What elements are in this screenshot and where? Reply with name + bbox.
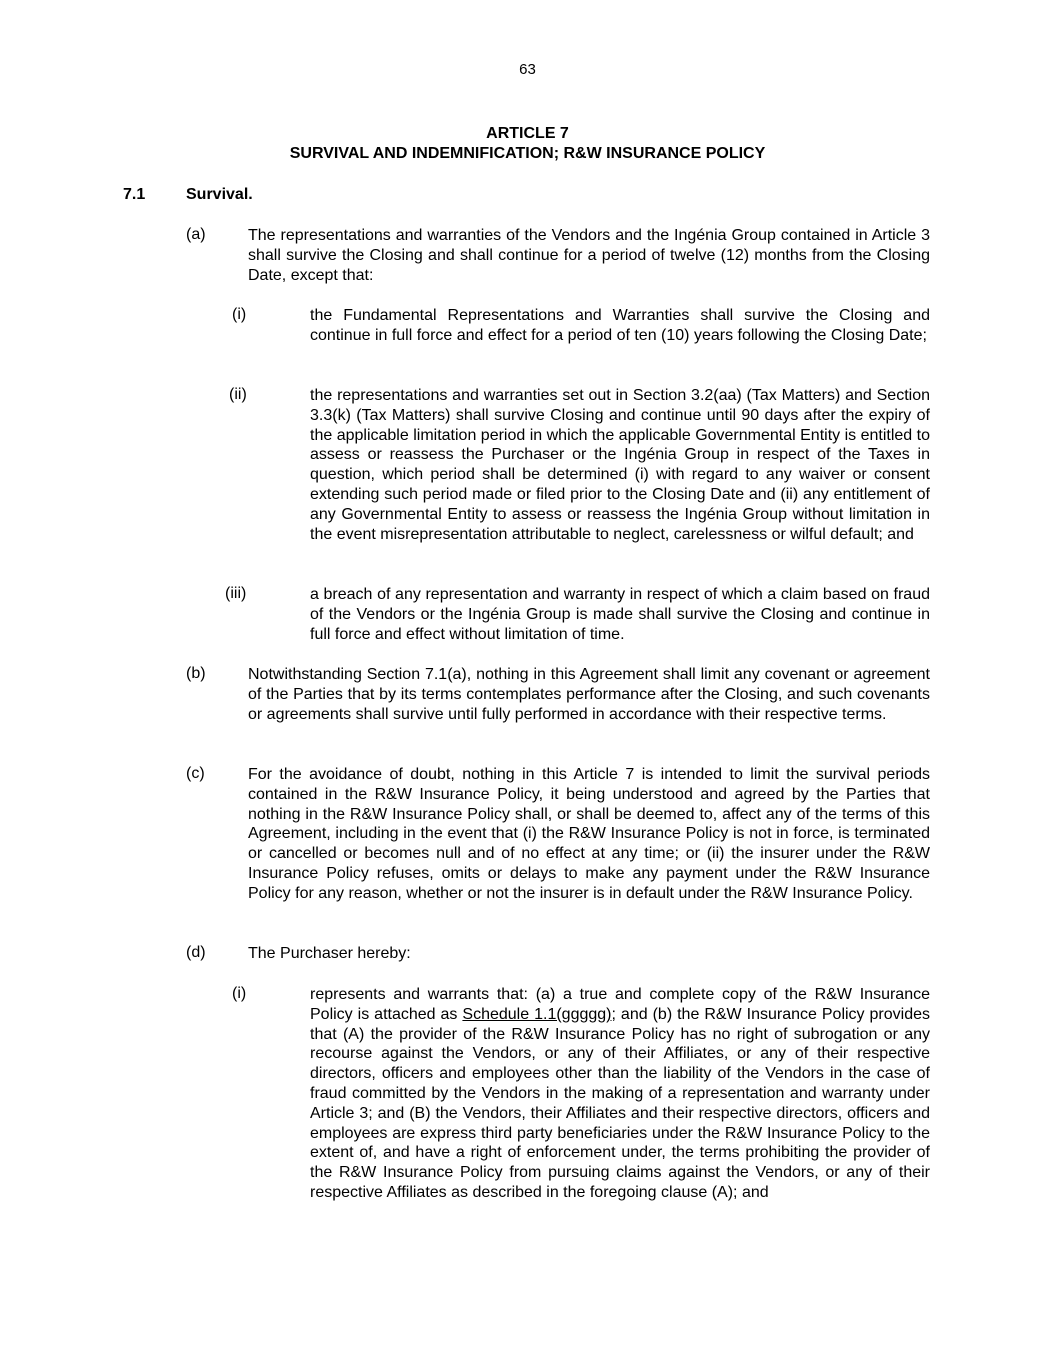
paragraph-d-i-text-before: represents and warrants that: (a) a true and complete copy of the R&W Insurance Policy is attached as: [310, 986, 930, 1023]
paragraph-a-ii-label: (ii): [229, 386, 247, 403]
paragraph-d-text: The Purchaser hereby:: [248, 945, 411, 962]
paragraph-a-ii-text: the representations and warranties set out in Section 3.2(aa) (Tax Matters) and Section 3.3(k) (Tax Matters) shall survive Closing and continue until 90 days after the expiry of the applicable limitation period in which the applicable Governmental Entity is entitled to assess or reassess the Purchaser or the Ingénia Group in respect of the Taxes in question, which period shall be determined (i) with regard to any waiver or consent extending such period made or filed prior to the Closing Date and (ii) any entitlement of any Governmental Entity to assess or reassess the Ingénia Group without limitation in the event misrepresentation attributable to neglect, carelessness or wilful default; and: [310, 387, 930, 543]
paragraph-a-iii-label: (iii): [225, 585, 247, 602]
paragraph-d-i-text: [310, 985, 930, 1203]
schedule-reference-link[interactable]: Schedule 1.1(ggggg): [462, 1005, 612, 1023]
section-title: Survival.: [186, 186, 253, 203]
page-number: 63: [519, 61, 536, 78]
paragraph-a-text: The representations and warranties of the Vendors and the Ingénia Group contained in Article 3 shall survive the Closing and shall continue for a period of twelve (12) months from the Closing Date, except that:: [248, 227, 930, 284]
paragraph-b-text: Notwithstanding Section 7.1(a), nothing in this Agreement shall limit any covenant or agreement of the Parties that by its terms contemplates performance after the Closing, and such covenants or agreements shall survive until fully performed in accordance with their respective terms.: [248, 666, 930, 723]
paragraph-c-label: (c): [186, 765, 205, 782]
paragraph-a-i-text: the Fundamental Representations and Warranties shall survive the Closing and continue in full force and effect for a period of ten (10) years following the Closing Date;: [310, 307, 930, 344]
paragraph-d-label: (d): [186, 944, 206, 961]
article-title: SURVIVAL AND INDEMNIFICATION; R&W INSURANCE POLICY: [289, 145, 766, 162]
paragraph-d-i-label: (i): [232, 985, 247, 1002]
article-number: ARTICLE 7: [486, 125, 569, 142]
paragraph-b-label: (b): [186, 665, 206, 682]
paragraph-d-i-text-after: ; and (b) the R&W Insurance Policy provides that (A) the provider of the R&W Insurance Policy has no right of subrogation or any recourse against the Vendors, or any of their Affiliates, or any of their respective directors, officers and employees other than the liability of the Vendors in the case of fraud committed by the Vendors in the making of a representation and warranty under Article 3; and (B) the Vendors, their Affiliates and their respective directors, officers and employees are express third party beneficiaries under the R&W Insurance Policy to the extent of, and have a right of enforcement under, the terms prohibiting the provider of the R&W Insurance Policy from pursuing claims against the Vendors, or any of their respective Affiliates as described in the foregoing clause (A); and: [310, 1005, 930, 1201]
section-number: 7.1: [123, 186, 146, 203]
paragraph-a-iii-text: a breach of any representation and warranty in respect of which a claim based on fraud of the Vendors or the Ingénia Group is made shall survive the Closing and continue in full force and effect without limitation of time.: [310, 586, 930, 643]
paragraph-a-i-label: (i): [232, 306, 247, 323]
paragraph-c-text: For the avoidance of doubt, nothing in this Article 7 is intended to limit the survival periods contained in the R&W Insurance Policy, it being understood and agreed by the Parties that nothing in the R&W Insurance Policy shall, or shall be deemed to, affect any of the terms of this Agreement, including in the event that (i) the R&W Insurance Policy is not in force, is terminated or cancelled or becomes null and of no effect at any time; or (ii) the insurer under the R&W Insurance Policy refuses, omits or delays to make any payment under the R&W Insurance Policy for any reason, whether or not the insurer is in default under the R&W Insurance Policy.: [248, 766, 930, 902]
paragraph-a-label: (a): [186, 226, 206, 243]
